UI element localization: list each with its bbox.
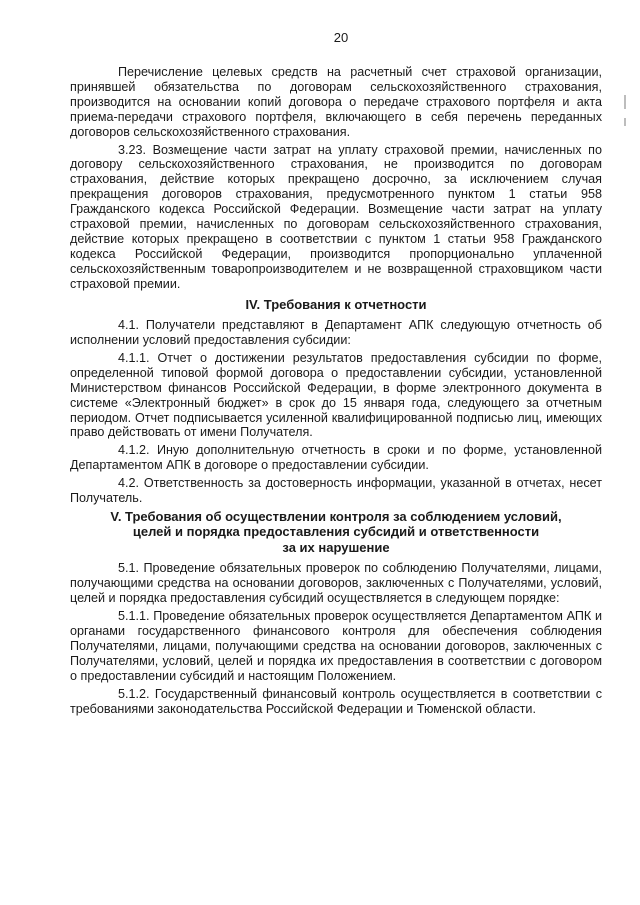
paragraph-transfer-of-funds: Перечисление целевых средств на расчетный счет страховой организации, принявшей обязательства по договорам сельскохозяйственного страхования, производится на основании копий договора о передаче страхового портфеля и акта приема-передачи страхового портфеля, включающего в себя перечень переданных договоров сельскохозяйственного страхования. <box>70 65 602 139</box>
section-heading-iv: IV. Требования к отчетности <box>245 296 427 312</box>
paragraph-5-1: 5.1. Проведение обязательных проверок по соблюдению Получателями, лицами, получающими средства на основании договоров, заключенных с Получателями, условий, целей и порядка предоставления субсидий осуществляется в следующем порядке: <box>70 561 602 606</box>
section-heading-v-line-2: целей и порядка предоставления субсидий и ответственности <box>132 524 540 540</box>
page-number: 20 <box>333 30 349 45</box>
paragraph-4-2: 4.2. Ответственность за достоверность информации, указанной в отчетах, несет Получатель. <box>70 476 602 506</box>
paragraph-3-23: 3.23. Возмещение части затрат на уплату страховой премии, начисленных по договору сельскохозяйственного страхования, не производится по договорам страхования, действие которых прекращено досрочно, за исключением случая прекращения договоров страхования, предусмотренного пунктом 1 статьи 958 Гражданского кодекса Российской Федерации. Возмещение части затрат на уплату страховой премии, начисленных по договорам сельскохозяйственного страхования, действие которых прекращено в соответствии с пунктом 1 статьи 958 Гражданского кодекса Российской Федерации, производится пропорционально уплаченной сельскохозяйственным товаропроизводителем и не возвращенной страховщиком части страховой премии. <box>70 142 602 291</box>
paragraph-4-1-1: 4.1.1. Отчет о достижении результатов предоставления субсидии по форме, определенной типовой формой договора о предоставлении субсидии, установленной Министерством финансов Российской Федерации, в форме электронного документа в системе «Электронный бюджет» в срок до 15 января года, следующего за отчетным периодом. Отчет подписывается усиленной квалифицированной подписью лиц, имеющих право действовать от имени Получателя. <box>70 350 602 440</box>
paragraph-5-1-2: 5.1.2. Государственный финансовый контроль осуществляется в соответствии с требованиями законодательства Российской Федерации и Тюменской области. <box>70 686 602 716</box>
paragraph-5-1-1: 5.1.1. Проведение обязательных проверок осуществляется Департаментом АПК и органами государственного финансового контроля для обеспечения соблюдения Получателями, лицами, получающими средства на основании договоров, заключенных с Получателями, условий, целей и порядка их предоставления в соответствии с договором о предоставлении субсидий и настоящим Положением. <box>70 609 602 683</box>
paragraph-4-1-2: 4.1.2. Иную дополнительную отчетность в сроки и по форме, установленной Департаментом АПК в договоре о предоставлении субсидии. <box>70 443 602 473</box>
section-heading-v-line-1: V. Требования об осуществлении контроля за соблюдением условий, <box>110 508 562 524</box>
scan-edge-mark <box>624 118 626 126</box>
section-heading-v-line-3: за их нарушение <box>282 539 390 555</box>
section-heading-v <box>70 509 602 556</box>
scan-edge-mark <box>624 95 626 109</box>
paragraph-4-1: 4.1. Получатели представляют в Департамент АПК следующую отчетность об исполнении условий предоставления субсидии: <box>70 318 602 347</box>
